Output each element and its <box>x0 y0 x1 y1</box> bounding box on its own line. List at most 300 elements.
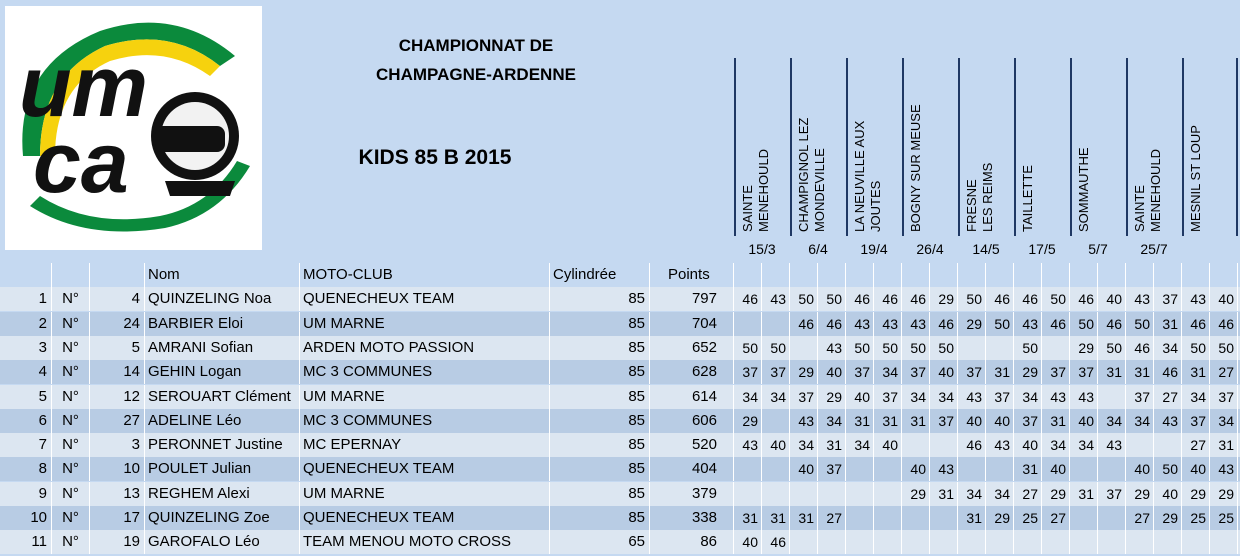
score-cell: 34 <box>1098 409 1126 433</box>
score-cell: 29 <box>1014 360 1042 384</box>
score-cell <box>846 530 874 554</box>
score-cell: 40 <box>846 385 874 409</box>
score-cell: 34 <box>902 385 930 409</box>
no-label-cell: N° <box>52 530 90 554</box>
header-score-cell <box>1154 263 1182 287</box>
score-cell: 40 <box>1098 287 1126 311</box>
score-cell: 34 <box>818 409 846 433</box>
score-cell: 34 <box>1154 336 1182 360</box>
score-cell: 50 <box>1098 336 1126 360</box>
rank-cell: 4 <box>0 360 52 384</box>
score-cell: 31 <box>818 433 846 457</box>
score-cell: 50 <box>846 336 874 360</box>
score-cell <box>1154 530 1182 554</box>
header-score-cell <box>1014 263 1042 287</box>
table-row <box>0 336 1240 360</box>
score-cell: 29 <box>958 312 986 336</box>
score-cell: 46 <box>1098 312 1126 336</box>
score-cell: 29 <box>1126 482 1154 506</box>
header-score-cell <box>874 263 902 287</box>
score-cell: 50 <box>1154 457 1182 481</box>
no-label-cell: N° <box>52 360 90 384</box>
header-cylinder: Cylindrée <box>550 263 650 287</box>
score-cell: 50 <box>1042 287 1070 311</box>
score-cell: 43 <box>790 409 818 433</box>
cylinder-cell: 85 <box>550 506 650 530</box>
race-column-8 <box>1126 58 1182 236</box>
score-cell: 46 <box>846 287 874 311</box>
score-cell <box>818 530 846 554</box>
score-cell: 43 <box>1070 385 1098 409</box>
score-cell: 43 <box>846 312 874 336</box>
rank-cell: 8 <box>0 457 52 481</box>
points-cell: 628 <box>650 360 734 384</box>
score-cell: 37 <box>1098 482 1126 506</box>
score-cell: 34 <box>1126 409 1154 433</box>
score-cell: 31 <box>958 506 986 530</box>
score-cell <box>762 457 790 481</box>
score-cell <box>902 530 930 554</box>
cylinder-cell: 85 <box>550 409 650 433</box>
points-cell: 520 <box>650 433 734 457</box>
club-cell: UM MARNE <box>300 482 550 506</box>
points-cell: 606 <box>650 409 734 433</box>
score-cell: 31 <box>1098 360 1126 384</box>
score-cell: 46 <box>790 312 818 336</box>
score-cell: 31 <box>1210 433 1238 457</box>
no-label-cell: N° <box>52 506 90 530</box>
header-no <box>52 263 90 287</box>
score-cell: 31 <box>1070 482 1098 506</box>
score-cell: 50 <box>818 287 846 311</box>
score-cell: 27 <box>1014 482 1042 506</box>
race-name: SOMMAUTHE <box>1076 147 1091 232</box>
score-cell <box>846 482 874 506</box>
race-column-5 <box>958 58 1014 236</box>
score-cell: 34 <box>1014 385 1042 409</box>
race-date: 15/3 <box>748 241 776 257</box>
race-date: 6/4 <box>808 241 828 257</box>
score-cell: 40 <box>902 457 930 481</box>
score-cell: 37 <box>818 457 846 481</box>
header-score-cell <box>930 263 958 287</box>
rider-name-cell: PERONNET Justine <box>145 433 300 457</box>
rider-name-cell: ADELINE Léo <box>145 409 300 433</box>
score-cell <box>1210 530 1238 554</box>
score-cell <box>762 482 790 506</box>
header-score-cell <box>846 263 874 287</box>
score-cell: 34 <box>1042 433 1070 457</box>
score-cell: 29 <box>1182 482 1210 506</box>
score-cell: 27 <box>1126 506 1154 530</box>
score-cell: 27 <box>1210 360 1238 384</box>
race-column-4 <box>902 58 958 236</box>
race-date: 5/7 <box>1088 241 1108 257</box>
score-cell <box>846 457 874 481</box>
score-cell <box>762 409 790 433</box>
club-cell: QUENECHEUX TEAM <box>300 506 550 530</box>
score-cell <box>1182 530 1210 554</box>
header-club: MOTO-CLUB <box>300 263 550 287</box>
score-cell <box>874 530 902 554</box>
score-cell <box>734 312 762 336</box>
score-cell: 29 <box>734 409 762 433</box>
score-cell <box>1126 433 1154 457</box>
score-cell: 31 <box>1014 457 1042 481</box>
score-cell: 46 <box>874 287 902 311</box>
score-cell: 43 <box>818 336 846 360</box>
score-cell: 50 <box>986 312 1014 336</box>
score-cell: 29 <box>1042 482 1070 506</box>
score-cell: 37 <box>902 360 930 384</box>
race-name: SAINTE MENEHOULD <box>740 148 771 232</box>
score-cell: 46 <box>1070 287 1098 311</box>
score-cell <box>1042 530 1070 554</box>
score-cell: 43 <box>1154 409 1182 433</box>
rank-cell: 1 <box>0 287 52 311</box>
header-score-cell <box>734 263 762 287</box>
rider-name-cell: BARBIER Eloi <box>145 312 300 336</box>
club-cell: QUENECHEUX TEAM <box>300 457 550 481</box>
race-column-1 <box>734 58 790 236</box>
table-row <box>0 385 1240 409</box>
score-cell: 27 <box>818 506 846 530</box>
score-cell <box>958 336 986 360</box>
score-cell: 40 <box>958 409 986 433</box>
no-label-cell: N° <box>52 336 90 360</box>
club-cell: MC 3 COMMUNES <box>300 409 550 433</box>
rank-cell: 10 <box>0 506 52 530</box>
score-cell <box>986 457 1014 481</box>
score-cell: 43 <box>930 457 958 481</box>
score-cell: 43 <box>1098 433 1126 457</box>
score-cell: 40 <box>1042 457 1070 481</box>
score-cell: 43 <box>1126 287 1154 311</box>
score-cell: 29 <box>818 385 846 409</box>
rank-cell: 7 <box>0 433 52 457</box>
rider-name-cell: GEHIN Logan <box>145 360 300 384</box>
header-score-cell <box>1126 263 1154 287</box>
rider-number-cell: 5 <box>90 336 145 360</box>
score-cell <box>1042 336 1070 360</box>
no-label-cell: N° <box>52 385 90 409</box>
score-cell: 50 <box>734 336 762 360</box>
no-label-cell: N° <box>52 287 90 311</box>
score-cell: 29 <box>790 360 818 384</box>
score-cell: 43 <box>1182 287 1210 311</box>
score-cell <box>1098 457 1126 481</box>
race-column-2 <box>790 58 846 236</box>
rank-cell: 9 <box>0 482 52 506</box>
rider-number-cell: 3 <box>90 433 145 457</box>
cylinder-cell: 85 <box>550 482 650 506</box>
score-cell <box>1070 530 1098 554</box>
score-cell: 50 <box>1126 312 1154 336</box>
score-cell <box>930 506 958 530</box>
points-cell: 86 <box>650 530 734 554</box>
score-cell: 37 <box>958 360 986 384</box>
score-cell: 50 <box>1070 312 1098 336</box>
score-cell: 50 <box>874 336 902 360</box>
club-cell: UM MARNE <box>300 385 550 409</box>
race-name: BOGNY SUR MEUSE <box>908 104 923 232</box>
header-score-cell <box>818 263 846 287</box>
points-cell: 652 <box>650 336 734 360</box>
score-cell <box>1126 530 1154 554</box>
score-cell: 31 <box>986 360 1014 384</box>
score-cell: 50 <box>930 336 958 360</box>
score-cell: 43 <box>1210 457 1238 481</box>
score-cell <box>762 312 790 336</box>
score-cell: 31 <box>1126 360 1154 384</box>
race-date: 17/5 <box>1028 241 1056 257</box>
score-cell: 25 <box>1210 506 1238 530</box>
score-cell <box>902 433 930 457</box>
score-cell: 43 <box>958 385 986 409</box>
svg-text:um: um <box>19 39 148 135</box>
table-row <box>0 360 1240 384</box>
score-cell: 34 <box>874 360 902 384</box>
header-name: Nom <box>145 263 300 287</box>
score-cell: 31 <box>874 409 902 433</box>
rank-cell: 3 <box>0 336 52 360</box>
score-cell <box>1070 457 1098 481</box>
no-label-cell: N° <box>52 312 90 336</box>
race-name: FRESNE LES REIMS <box>964 162 995 232</box>
score-cell: 46 <box>1154 360 1182 384</box>
header-score-cell <box>1042 263 1070 287</box>
no-label-cell: N° <box>52 409 90 433</box>
rider-number-cell: 13 <box>90 482 145 506</box>
score-cell: 50 <box>1182 336 1210 360</box>
score-cell: 43 <box>734 433 762 457</box>
rank-cell: 6 <box>0 409 52 433</box>
header-score-cell <box>958 263 986 287</box>
score-cell: 31 <box>1154 312 1182 336</box>
score-cell <box>1014 530 1042 554</box>
score-cell <box>986 336 1014 360</box>
race-column-3 <box>846 58 902 236</box>
race-name: LA NEUVILLE AUX JOUTES <box>852 120 883 232</box>
score-cell: 34 <box>1070 433 1098 457</box>
score-cell: 37 <box>1042 360 1070 384</box>
score-cell <box>958 530 986 554</box>
score-cell: 43 <box>1042 385 1070 409</box>
score-cell: 43 <box>986 433 1014 457</box>
table-row <box>0 409 1240 433</box>
score-cell: 34 <box>1210 409 1238 433</box>
score-cell <box>874 457 902 481</box>
score-cell: 43 <box>762 287 790 311</box>
score-cell: 37 <box>1126 385 1154 409</box>
score-cell: 37 <box>762 360 790 384</box>
rider-name-cell: QUINZELING Noa <box>145 287 300 311</box>
rider-number-cell: 17 <box>90 506 145 530</box>
cylinder-cell: 85 <box>550 312 650 336</box>
cylinder-cell: 85 <box>550 336 650 360</box>
rider-name-cell: REGHEM Alexi <box>145 482 300 506</box>
score-cell: 31 <box>846 409 874 433</box>
points-cell: 404 <box>650 457 734 481</box>
points-cell: 338 <box>650 506 734 530</box>
club-cell: MC EPERNAY <box>300 433 550 457</box>
title-line-2: CHAMPAGNE-ARDENNE <box>376 65 576 84</box>
score-cell: 27 <box>1154 385 1182 409</box>
score-cell: 37 <box>930 409 958 433</box>
rider-name-cell: AMRANI Sofian <box>145 336 300 360</box>
race-date: 14/5 <box>972 241 1000 257</box>
score-cell: 29 <box>1154 506 1182 530</box>
score-cell: 50 <box>958 287 986 311</box>
score-cell: 50 <box>762 336 790 360</box>
score-cell: 40 <box>762 433 790 457</box>
club-cell: TEAM MENOU MOTO CROSS <box>300 530 550 554</box>
logo-graphic <box>5 6 262 250</box>
score-cell <box>1098 385 1126 409</box>
header-score-cell <box>1098 263 1126 287</box>
score-cell: 37 <box>874 385 902 409</box>
rider-name-cell: GAROFALO Léo <box>145 530 300 554</box>
club-cell: ARDEN MOTO PASSION <box>300 336 550 360</box>
score-cell: 34 <box>986 482 1014 506</box>
score-cell <box>734 457 762 481</box>
race-name: CHAMPIGNOL LEZ MONDEVILLE <box>796 117 827 232</box>
cylinder-cell: 85 <box>550 360 650 384</box>
score-cell: 46 <box>1182 312 1210 336</box>
score-cell: 40 <box>1182 457 1210 481</box>
score-cell <box>930 530 958 554</box>
score-cell: 46 <box>1014 287 1042 311</box>
score-cell: 40 <box>790 457 818 481</box>
race-column-9 <box>1182 58 1238 236</box>
score-cell: 25 <box>1014 506 1042 530</box>
no-label-cell: N° <box>52 433 90 457</box>
score-cell: 40 <box>930 360 958 384</box>
score-cell <box>930 433 958 457</box>
race-column-6 <box>1014 58 1070 236</box>
race-date: 25/7 <box>1140 241 1168 257</box>
score-cell: 34 <box>1182 385 1210 409</box>
score-cell <box>846 506 874 530</box>
score-cell: 29 <box>986 506 1014 530</box>
score-cell: 31 <box>790 506 818 530</box>
no-label-cell: N° <box>52 457 90 481</box>
rider-number-cell: 10 <box>90 457 145 481</box>
cylinder-cell: 85 <box>550 287 650 311</box>
points-cell: 614 <box>650 385 734 409</box>
score-cell <box>1098 506 1126 530</box>
score-cell: 46 <box>986 287 1014 311</box>
race-name: SAINTE MENEHOULD <box>1132 148 1163 232</box>
points-cell: 797 <box>650 287 734 311</box>
race-date: 19/4 <box>860 241 888 257</box>
header-score-cell <box>1182 263 1210 287</box>
table-row <box>0 482 1240 506</box>
score-cell: 46 <box>734 287 762 311</box>
score-cell <box>958 457 986 481</box>
header-score-cell <box>762 263 790 287</box>
header-rank <box>0 263 52 287</box>
score-cell: 40 <box>734 530 762 554</box>
score-cell: 29 <box>1070 336 1098 360</box>
score-cell: 37 <box>846 360 874 384</box>
score-cell: 46 <box>1126 336 1154 360</box>
score-cell: 50 <box>1014 336 1042 360</box>
score-cell <box>874 506 902 530</box>
score-cell: 31 <box>1042 409 1070 433</box>
score-cell <box>790 482 818 506</box>
header-score-cell <box>986 263 1014 287</box>
score-cell: 50 <box>1210 336 1238 360</box>
score-cell: 50 <box>902 336 930 360</box>
rider-number-cell: 4 <box>90 287 145 311</box>
rank-cell: 2 <box>0 312 52 336</box>
score-cell: 40 <box>1126 457 1154 481</box>
rank-cell: 5 <box>0 385 52 409</box>
club-cell: MC 3 COMMUNES <box>300 360 550 384</box>
category-title: KIDS 85 B 2015 <box>358 146 512 169</box>
score-cell: 31 <box>734 506 762 530</box>
header-points: Points <box>650 263 734 287</box>
score-cell: 25 <box>1182 506 1210 530</box>
score-cell: 46 <box>958 433 986 457</box>
score-cell: 29 <box>1210 482 1238 506</box>
table-row <box>0 457 1240 481</box>
score-cell: 34 <box>846 433 874 457</box>
score-cell: 46 <box>1042 312 1070 336</box>
svg-text:ca: ca <box>33 115 129 211</box>
score-cell: 37 <box>1154 287 1182 311</box>
score-cell <box>1070 506 1098 530</box>
rider-number-cell: 14 <box>90 360 145 384</box>
table-row <box>0 530 1240 554</box>
score-cell: 27 <box>1182 433 1210 457</box>
race-column-7 <box>1070 58 1126 236</box>
rider-number-cell: 27 <box>90 409 145 433</box>
table-row <box>0 433 1240 457</box>
no-label-cell: N° <box>52 482 90 506</box>
rider-name-cell: QUINZELING Zoe <box>145 506 300 530</box>
cylinder-cell: 85 <box>550 457 650 481</box>
score-cell: 40 <box>986 409 1014 433</box>
rider-number-cell: 24 <box>90 312 145 336</box>
score-cell: 31 <box>930 482 958 506</box>
club-cell: UM MARNE <box>300 312 550 336</box>
score-cell <box>790 336 818 360</box>
score-cell: 46 <box>762 530 790 554</box>
rider-number-cell: 12 <box>90 385 145 409</box>
score-cell: 29 <box>930 287 958 311</box>
score-cell: 46 <box>902 287 930 311</box>
table-row <box>0 312 1240 336</box>
score-cell: 37 <box>734 360 762 384</box>
cylinder-cell: 85 <box>550 385 650 409</box>
race-date: 26/4 <box>916 241 944 257</box>
table-row <box>0 506 1240 530</box>
score-cell: 34 <box>734 385 762 409</box>
score-cell: 43 <box>1014 312 1042 336</box>
score-cell: 46 <box>818 312 846 336</box>
header-score-cell <box>1210 263 1238 287</box>
score-cell: 29 <box>902 482 930 506</box>
cylinder-cell: 65 <box>550 530 650 554</box>
score-cell: 27 <box>1042 506 1070 530</box>
score-cell: 34 <box>790 433 818 457</box>
race-name: MESNIL ST LOUP <box>1188 125 1203 232</box>
score-cell: 37 <box>1014 409 1042 433</box>
score-cell: 40 <box>818 360 846 384</box>
score-cell: 50 <box>790 287 818 311</box>
